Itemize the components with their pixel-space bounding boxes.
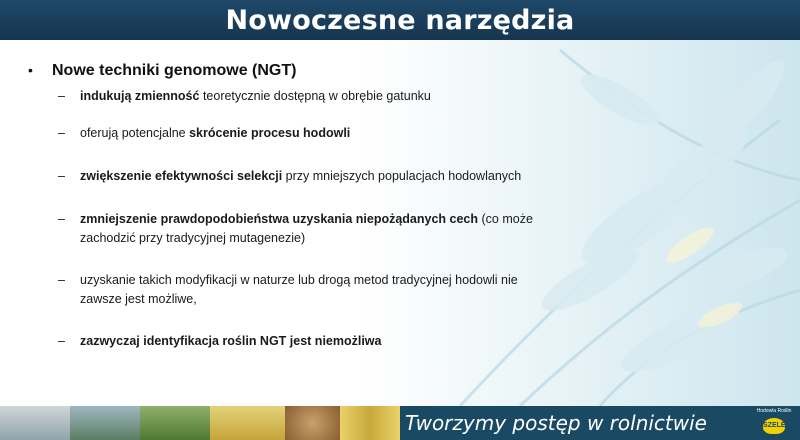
field-photo [70, 406, 140, 440]
logo-caption: Hodowla Roślin [756, 408, 792, 414]
list-item [58, 124, 578, 143]
bullet-marker: • [28, 62, 33, 78]
list-item-text: zmniejszenie prawdopodobieństwa uzyskania niepożądanych cech (co może zachodzić przy tradycyjnej mutagenezie) [80, 212, 533, 245]
seed-bags-photo [340, 406, 400, 440]
list-item-text: zazwyczaj identyfikacja roślin NGT jest niemożliwa [80, 334, 382, 348]
list-item-text: uzyskanie takich modyfikacji w naturze lub drogą metod tradycyjnej hodowli nie zawsze jest możliwe, [80, 273, 518, 306]
list-item [58, 271, 558, 309]
rapeseed-photo [210, 406, 285, 440]
seeds-photo [285, 406, 340, 440]
list-item [58, 87, 578, 106]
slide-content [0, 40, 800, 406]
list-item-text: indukują zmienność teoretycznie dostępną w obrębie gatunku [80, 89, 431, 103]
crop-photo [140, 406, 210, 440]
slide-title: Nowoczesne narzędzia [225, 4, 575, 36]
dash-marker: – [58, 212, 65, 226]
dash-marker: – [58, 334, 65, 348]
dash-marker: – [58, 89, 65, 103]
list-item-text: oferują potencjalne skrócenie procesu hodowli [80, 126, 351, 140]
list-item [58, 210, 568, 248]
title-bar [0, 0, 800, 40]
footer-slogan: Tworzymy postęp w rolnictwie [405, 411, 707, 435]
main-heading: Nowe techniki genomowe (NGT) [52, 62, 297, 79]
slide-body [0, 40, 800, 406]
list-item [58, 332, 578, 351]
list-item [58, 167, 578, 186]
main-bullet [28, 62, 296, 80]
greenhouse-photo [0, 406, 70, 440]
logo-emblem: SZELEJ [763, 418, 785, 434]
footer-banner [0, 406, 800, 440]
dash-marker: – [58, 169, 65, 183]
dash-marker: – [58, 273, 65, 287]
list-item-text: zwiększenie efektywności selekcji przy mniejszych populacjach hodowlanych [80, 169, 522, 183]
company-logo [752, 408, 796, 438]
dash-marker: – [58, 126, 65, 140]
